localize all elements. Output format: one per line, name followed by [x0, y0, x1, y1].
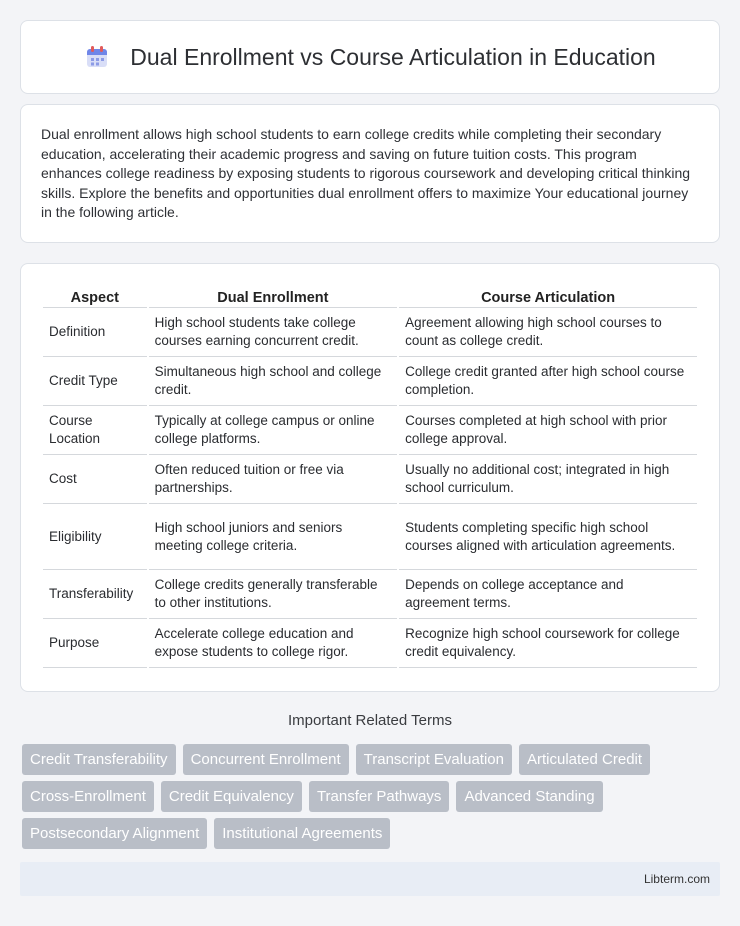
cell-aspect: Definition [43, 308, 147, 357]
cell-articulation: Depends on college acceptance and agreement terms. [399, 570, 697, 619]
tag-concurrent-enrollment[interactable]: Concurrent Enrollment [183, 744, 349, 775]
table-row [43, 406, 697, 455]
intro-text: Dual enrollment allows high school students to earn college credits while completing their secondary education, accelerating their academic progress and saving on future tuition costs. This program enhances college readiness by exposing students to rigorous coursework and developing critical thinking skills. Explore the benefits and opportunities dual enrollment offers to maximize Your educational journey in the following article. [41, 126, 691, 221]
cell-dual: College credits generally transferable to other institutions. [149, 570, 398, 619]
cell-dual: Accelerate college education and expose students to college rigor. [149, 619, 398, 668]
table-row [43, 619, 697, 668]
cell-dual: Often reduced tuition or free via partnerships. [149, 455, 398, 504]
cell-aspect: Cost [43, 455, 147, 504]
intro-card [20, 104, 720, 243]
footer [20, 862, 720, 896]
tag-row [22, 781, 712, 812]
tag-transfer-pathways[interactable]: Transfer Pathways [309, 781, 450, 812]
cell-dual: Typically at college campus or online college platforms. [149, 406, 398, 455]
table-row [43, 455, 697, 504]
page-title: Dual Enrollment vs Course Articulation in Education [130, 43, 656, 70]
header-card [20, 20, 720, 94]
tag-postsecondary-alignment[interactable]: Postsecondary Alignment [22, 818, 207, 849]
tag-advanced-standing[interactable]: Advanced Standing [456, 781, 602, 812]
cell-aspect: Transferability [43, 570, 147, 619]
related-terms-tags [22, 744, 712, 855]
tag-institutional-agreements[interactable]: Institutional Agreements [214, 818, 390, 849]
cell-articulation: Agreement allowing high school courses to count as college credit. [399, 308, 697, 357]
cell-articulation: Courses completed at high school with prior college approval. [399, 406, 697, 455]
footer-site-link[interactable]: Libterm.com [643, 872, 710, 886]
tag-articulated-credit[interactable]: Articulated Credit [519, 744, 650, 775]
cell-articulation: College credit granted after high school course completion. [399, 357, 697, 406]
table-row [43, 570, 697, 619]
tag-row [22, 744, 712, 775]
calendar-icon [84, 44, 110, 70]
tag-credit-transferability[interactable]: Credit Transferability [22, 744, 176, 775]
comparison-table-card [20, 263, 720, 692]
tag-row [22, 818, 712, 849]
table-row [43, 308, 697, 357]
cell-dual: High school juniors and seniors meeting college criteria. [149, 504, 398, 570]
header-course-articulation: Course Articulation [399, 284, 697, 308]
table-row [43, 504, 697, 570]
table-row [43, 357, 697, 406]
cell-aspect: Purpose [43, 619, 147, 668]
cell-articulation: Usually no additional cost; integrated in high school curriculum. [399, 455, 697, 504]
related-terms-title: Important Related Terms [288, 712, 452, 729]
cell-aspect: Eligibility [43, 504, 147, 570]
cell-dual: High school students take college courses earning concurrent credit. [149, 308, 398, 357]
cell-articulation: Recognize high school coursework for college credit equivalency. [399, 619, 697, 668]
tag-credit-equivalency[interactable]: Credit Equivalency [161, 781, 302, 812]
header-dual-enrollment: Dual Enrollment [149, 284, 398, 308]
cell-aspect: Credit Type [43, 357, 147, 406]
comparison-table [41, 284, 699, 668]
tag-transcript-evaluation[interactable]: Transcript Evaluation [356, 744, 512, 775]
header-aspect: Aspect [43, 284, 147, 308]
cell-dual: Simultaneous high school and college credit. [149, 357, 398, 406]
cell-articulation: Students completing specific high school courses aligned with articulation agreements. [399, 504, 697, 570]
cell-aspect: Course Location [43, 406, 147, 455]
tag-cross-enrollment[interactable]: Cross-Enrollment [22, 781, 154, 812]
